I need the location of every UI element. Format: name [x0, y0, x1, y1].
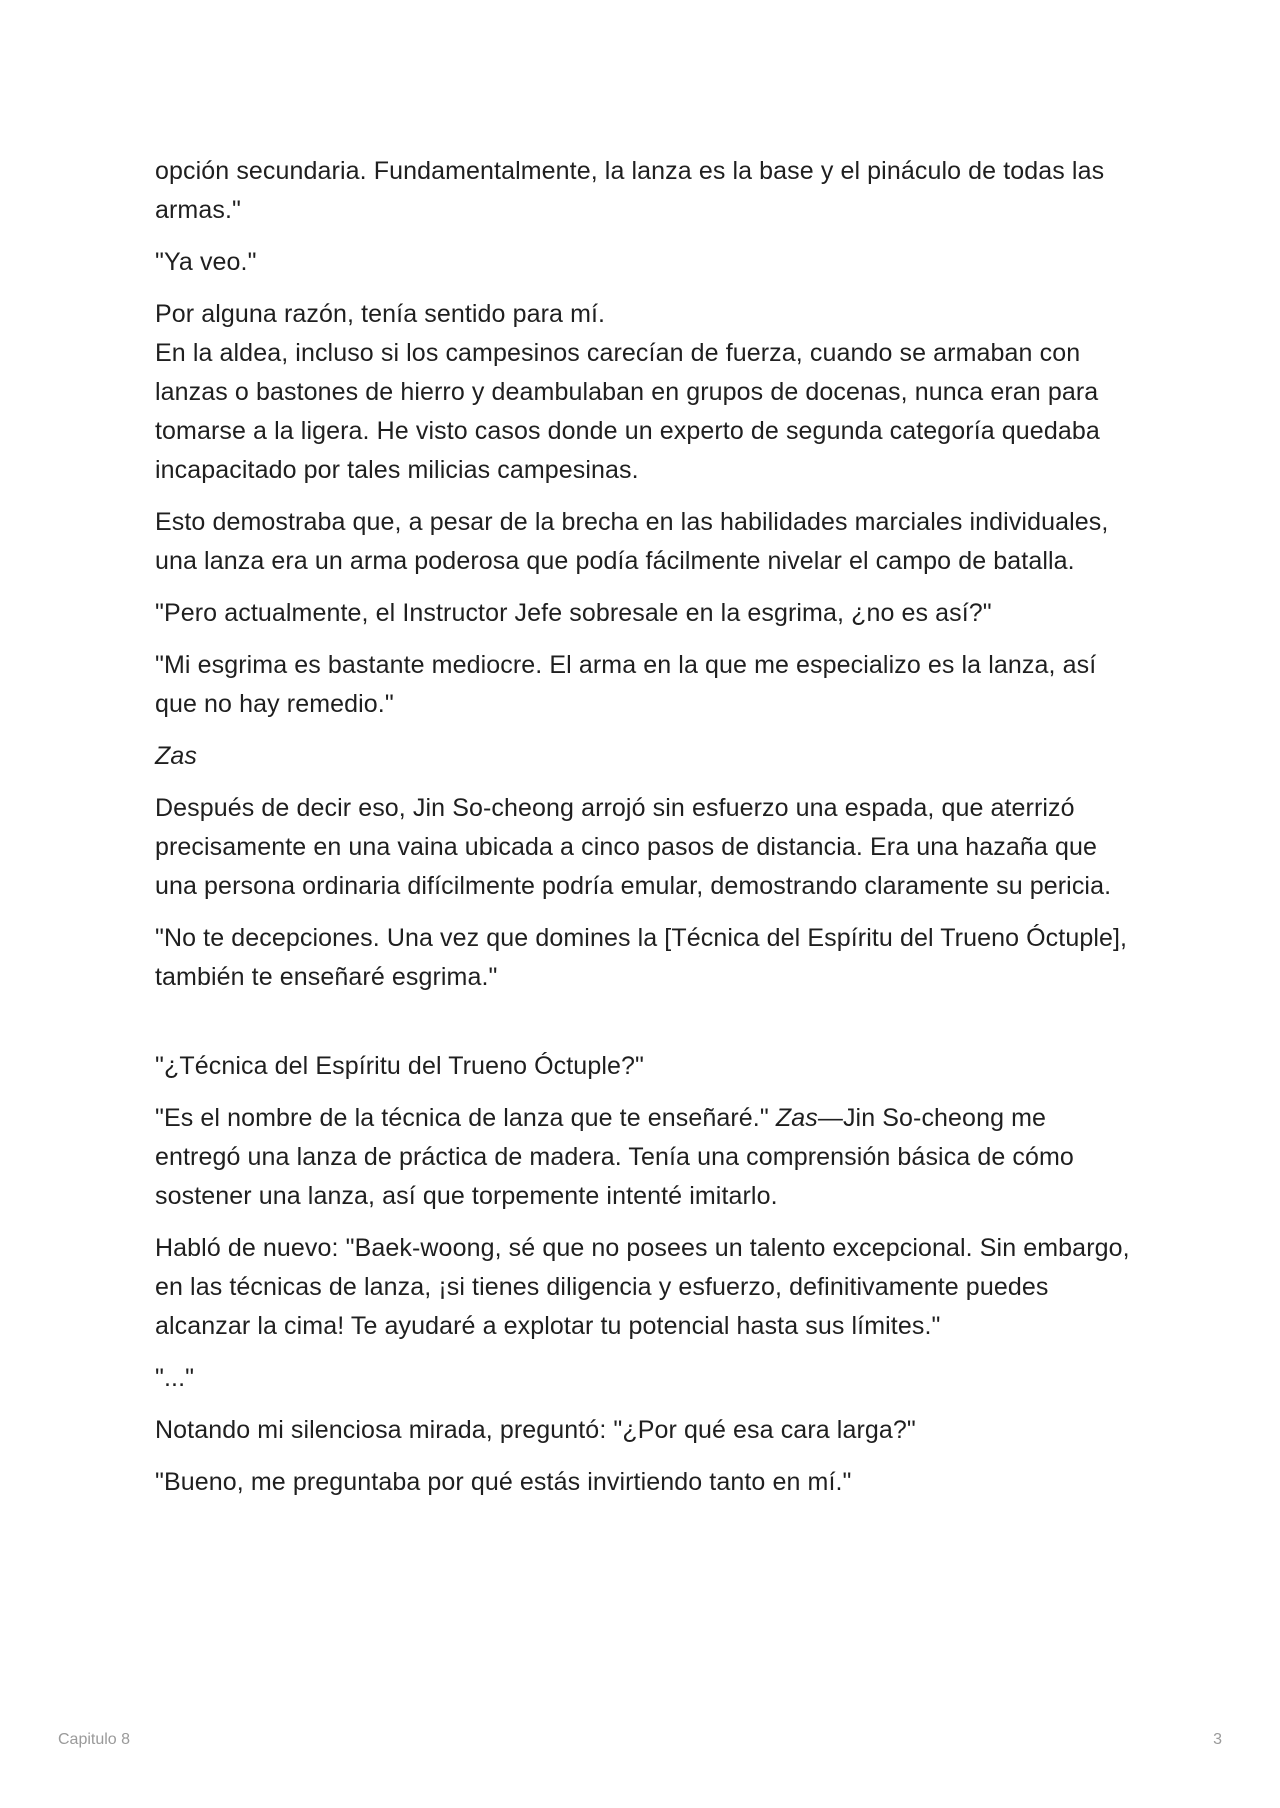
paragraph: Después de decir eso, Jin So-cheong arrojó sin esfuerzo una espada, que aterrizó precisamente en una vaina ubicada a cinco pasos de distancia. Era una hazaña que una persona ordinaria difícilmente podría emular, demostrando claramente su pericia.	[155, 794, 1112, 900]
page-body	[155, 152, 1135, 1515]
paragraph: "..."	[155, 1364, 195, 1392]
paragraph-line: Por alguna razón, tenía sentido para mí.	[155, 300, 606, 328]
paragraph-line: En la aldea, incluso si los campesinos carecían de fuerza, cuando se armaban con lanzas o bastones de hierro y deambulaban en grupos de docenas, nunca eran para tomarse a la ligera. He visto casos donde un experto de segunda categoría quedaba incapacitado por tales milicias campesinas.	[155, 339, 1100, 484]
paragraph: "Mi esgrima es bastante mediocre. El arma en la que me especializo es la lanza, así que no hay remedio."	[155, 651, 1097, 718]
paragraph: Notando mi silenciosa mirada, preguntó: "¿Por qué esa cara larga?"	[155, 1416, 916, 1444]
paragraph-italic	[155, 737, 1135, 776]
footer-chapter: Capitulo 8	[58, 1731, 131, 1748]
sound-effect: Zas	[775, 1104, 818, 1132]
footer-page-number: 3	[1213, 1731, 1222, 1748]
paragraph: Habló de nuevo: "Baek-woong, sé que no posees un talento excepcional. Sin embargo, en las técnicas de lanza, ¡si tienes diligencia y esfuerzo, definitivamente puedes alcanzar la cima! Te ayudaré a explotar tu potencial hasta sus límites."	[155, 1234, 1130, 1340]
paragraph: "No te decepciones. Una vez que domines la [Técnica del Espíritu del Trueno Óctuple], también te enseñaré esgrima."	[155, 924, 1128, 991]
paragraph-group	[155, 295, 1135, 490]
paragraph-segment: —Jin So-cheong me entregó una lanza de práctica de madera. Tenía una comprensión básica de cómo sostener una lanza, así que torpemente intenté imitarlo.	[155, 1104, 1074, 1210]
paragraph-segment: "Es el nombre de la técnica de lanza que te enseñaré."	[155, 1104, 776, 1132]
paragraph-mixed	[155, 1099, 1135, 1216]
paragraph: "¿Técnica del Espíritu del Trueno Óctuple?"	[155, 1052, 644, 1080]
paragraph: "Bueno, me preguntaba por qué estás invirtiendo tanto en mí."	[155, 1468, 852, 1496]
paragraph: opción secundaria. Fundamentalmente, la lanza es la base y el pináculo de todas las armas."	[155, 157, 1105, 224]
sound-effect: Zas	[155, 742, 197, 770]
paragraph: Esto demostraba que, a pesar de la brecha en las habilidades marciales individuales, una lanza era un arma poderosa que podía fácilmente nivelar el campo de batalla.	[155, 508, 1109, 575]
paragraph: "Ya veo."	[155, 248, 257, 276]
paragraph: "Pero actualmente, el Instructor Jefe sobresale en la esgrima, ¿no es así?"	[155, 599, 992, 627]
